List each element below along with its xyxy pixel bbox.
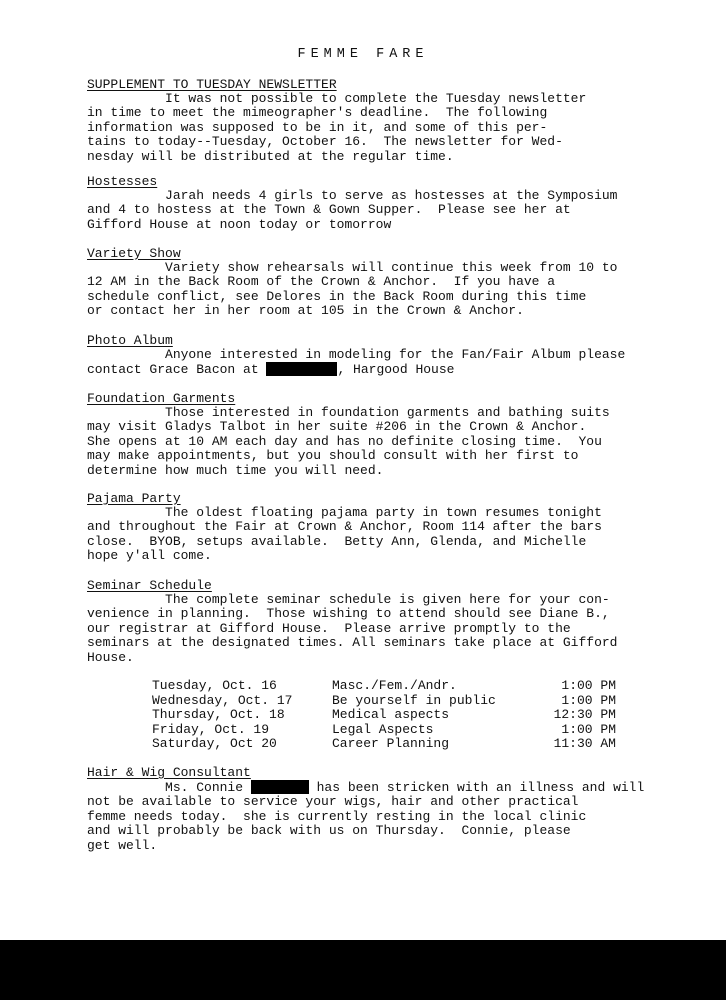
seminar-line-4: seminars at the designated times. All seminars take place at Gifford [87,635,618,651]
schedule-time: 1:00 PM [561,692,616,708]
section-supplement [87,77,687,164]
photo-line-2 [87,362,687,377]
hair-line-2: not be available to service your wigs, hair and other practical [87,794,579,810]
schedule-row [152,679,622,694]
hair-line-1-end: has been stricken with an illness and will [308,780,645,795]
supplement-line-3: information was supposed to be in it, and some of this per- [87,119,548,135]
seminar-schedule-table [152,679,622,752]
photo-line-1: Anyone interested in modeling for the Fan/Fair Album please [87,347,626,362]
schedule-topic: Be yourself in public [332,692,496,708]
seminar-line-2: venience in planning. Those wishing to attend should see Diane B., [87,606,610,622]
foundation-line-2: may visit Gladys Talbot in her suite #206 in the Crown & Anchor. [87,419,587,435]
supplement-line-1: It was not possible to complete the Tuesday newsletter [87,91,587,106]
schedule-date: Wednesday, Oct. 17 [152,692,293,708]
schedule-row [152,737,622,752]
schedule-date: Thursday, Oct. 18 [152,707,285,723]
supplement-heading: SUPPLEMENT TO TUESDAY NEWSLETTER [87,77,337,92]
variety-line-3: schedule conflict, see Delores in the Back Room during this time [87,288,587,304]
section-photo-album [87,333,687,378]
schedule-row [152,723,622,738]
schedule-time: 1:00 PM [561,721,616,737]
hair-line-3: femme needs today. she is currently resting in the local clinic [87,808,587,824]
schedule-time: 1:00 PM [561,678,616,693]
hair-heading: Hair & Wig Consultant [87,765,251,780]
redaction-box [251,780,309,794]
foundation-line-4: may make appointments, but you should consult with her first to [87,448,579,464]
section-seminar-schedule [87,578,687,665]
scan-bottom-border [0,940,726,1000]
supplement-line-5: nesday will be distributed at the regular time. [87,148,454,164]
schedule-topic: Legal Aspects [332,721,434,737]
schedule-time: 12:30 PM [553,707,616,723]
foundation-line-3: She opens at 10 AM each day and has no definite closing time. You [87,433,602,449]
pajama-line-1: The oldest floating pajama party in town resumes tonight [87,505,602,520]
foundation-line-1: Those interested in foundation garments and bathing suits [87,405,610,420]
schedule-date: Tuesday, Oct. 16 [152,678,277,693]
schedule-date: Saturday, Oct 20 [152,736,277,752]
variety-line-1: Variety show rehearsals will continue this week from 10 to [87,260,618,275]
schedule-topic: Masc./Fem./Andr. [332,678,457,693]
section-hostesses [87,174,687,232]
hair-line-1 [87,780,687,795]
section-pajama-party [87,491,687,564]
seminar-heading: Seminar Schedule [87,578,212,593]
redaction-box [266,362,337,376]
schedule-row [152,708,622,723]
schedule-time: 11:30 AM [553,736,616,752]
hair-line-4: and will probably be back with us on Thursday. Connie, please [87,823,571,839]
photo-line-2-start: contact Grace Bacon at [87,362,267,378]
section-variety-show [87,246,687,319]
variety-line-2: 12 AM in the Back Room of the Crown & Anchor. If you have a [87,274,556,290]
hostesses-heading: Hostesses [87,174,158,189]
foundation-heading: Foundation Garments [87,391,236,406]
pajama-line-4: hope y'all come. [87,548,212,564]
schedule-topic: Medical aspects [332,707,450,723]
supplement-line-2: in time to meet the mimeographer's deadline. The following [87,105,548,121]
schedule-row [152,694,622,709]
photo-heading: Photo Album [87,333,173,348]
hair-line-5: get well. [87,837,158,853]
seminar-line-5: House. [87,649,134,665]
seminar-line-1: The complete seminar schedule is given here for your con- [87,592,610,607]
pajama-line-2: and throughout the Fair at Crown & Anchor, Room 114 after the bars [87,519,602,535]
pajama-line-3: close. BYOB, setups available. Betty Ann, Glenda, and Michelle [87,533,587,549]
hostesses-line-1: Jarah needs 4 girls to serve as hostesses at the Symposium [87,188,618,203]
pajama-heading: Pajama Party [87,491,181,506]
schedule-topic: Career Planning [332,736,450,752]
variety-line-4: or contact her in her room at 105 in the Crown & Anchor. [87,303,524,319]
hair-line-1-start: Ms. Connie [87,780,251,795]
seminar-line-3: our registrar at Gifford House. Please arrive promptly to the [87,620,571,636]
section-foundation-garments [87,391,687,478]
photo-line-2-end: , Hargood House [337,362,455,378]
hostesses-line-3: Gifford House at noon today or tomorrow [87,216,392,232]
schedule-date: Friday, Oct. 19 [152,721,270,737]
newsletter-title: FEMME FARE [297,47,429,62]
foundation-line-5: determine how much time you will need. [87,462,384,478]
supplement-line-4: tains to today--Tuesday, October 16. The newsletter for Wed- [87,134,563,150]
section-hair-wig-consultant [87,765,687,853]
variety-heading: Variety Show [87,246,181,261]
hostesses-line-2: and 4 to hostess at the Town & Gown Supper. Please see her at [87,202,571,218]
